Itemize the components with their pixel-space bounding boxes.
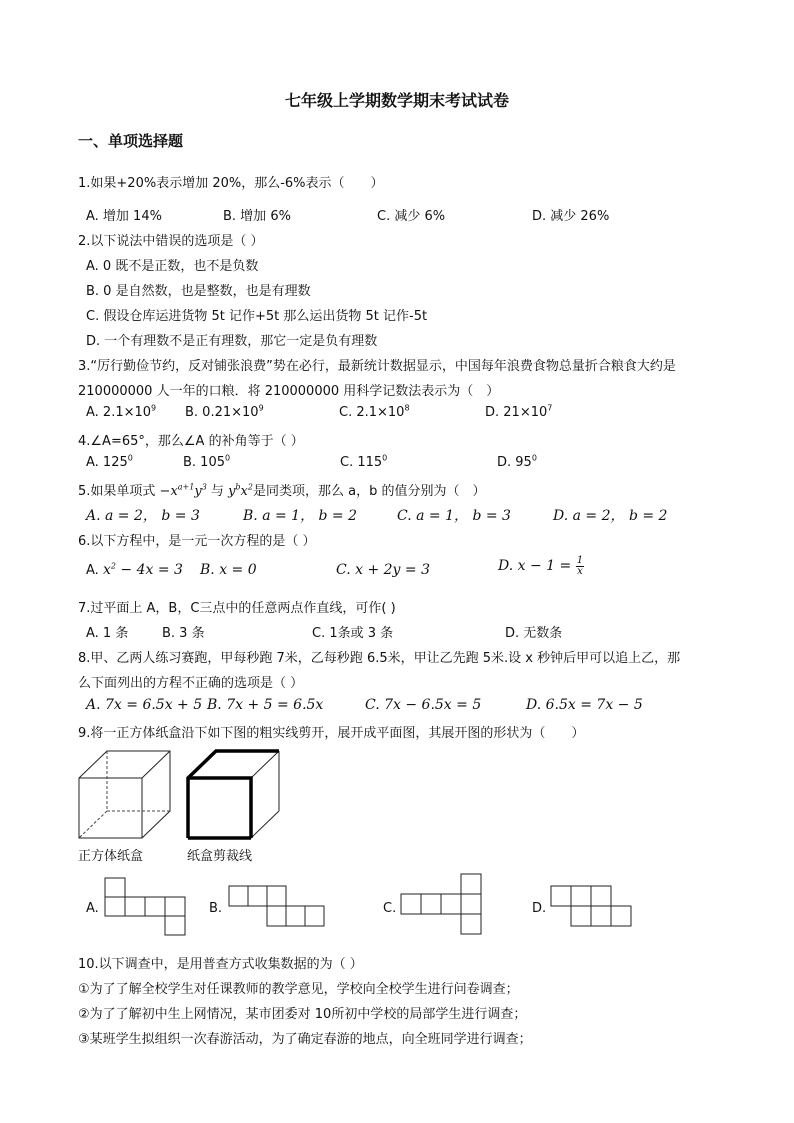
q7-option-d: D. 无数条 [505,626,563,641]
q8-option-d: D. 6.5x = 7x − 5 [526,697,643,713]
q5-option-d: D. a = 2， b = 2 [553,508,668,524]
cube-figure-label: 正方体纸盒 [78,849,144,864]
q4-option-a: A. $125^0$ [86,453,133,470]
q7-option-a: A. 1 条 [86,626,129,641]
question-8-line-2: 么下面列出的方程不正确的选项是（ ） [78,676,304,691]
question-7-stem: 7.过平面上 A，B，C三点中的任意两点作直线，可作( ) [78,601,396,616]
q9-option-c-label: C. [383,901,397,916]
q4-option-d: D. $95^0$ [497,453,537,470]
q6-option-a: A. $x^2 - 4x = 3$ [86,561,183,578]
q4-option-b: B. $105^0$ [183,453,231,470]
q6-option-b: B. x = 0 [200,562,257,578]
question-3-line-2: 210000000 人一年的口粮．将 210000000 用科学记数法表示为（ ） [78,384,500,399]
q1-option-d: D. 减少 26% [532,209,610,224]
question-9-stem: 9.将一正方体纸盒沿下如下图的粗实线剪开，展开成平面图，其展开图的形状为（ ） [78,726,585,741]
question-5-stem: 5.如果单项式 $-x^{a+1}y^3$ 与 $y^bx^2$是同类项，那么 a，b 的值分别为（ ） [78,482,486,499]
q5-option-a: A. a = 2， b = 3 [86,508,200,524]
q5-option-c: C. a = 1， b = 3 [397,508,511,524]
q3-option-b: B. $0.21\times 10^9$ [185,403,264,420]
q6-option-c: C. x + 2y = 3 [336,562,430,578]
q1-option-b: B. 增加 6% [223,209,291,224]
q4-option-c: C. $115^0$ [340,453,388,470]
q10-item-2: ②为了了解初中生上网情况，某市团委对 10所初中学校的局部学生进行调查； [78,1007,527,1022]
question-6-stem: 6.以下方程中，是一元一次方程的是（ ） [78,534,316,549]
section-heading: 一、单项选择题 [78,132,184,150]
q7-option-b: B. 3 条 [162,626,205,641]
page-title: 七年级上学期数学期末考试试卷 [284,91,509,110]
q9-option-a-label: A. [86,901,99,916]
fraction: $\frac{1}{x}$ [576,555,584,577]
question-8-line-1: 8.甲、乙两人练习赛跑，甲每秒跑 7米，乙每秒跑 6.5米，甲让乙先跑 5米.设 x 秒钟后甲可以追上乙，那 [78,651,681,666]
q7-option-c: C. 1条或 3 条 [312,626,394,641]
monomial-2: $y^bx^2$ [228,482,253,499]
q10-item-1: ①为了了解全校学生对任课教师的教学意见，学校向全校学生进行问卷调查； [78,982,519,997]
q9-option-c-net [400,873,485,935]
q10-item-3: ③某班学生拟组织一次春游活动，为了确定春游的地点，向全班同学进行调查； [78,1032,532,1047]
question-1-stem: 1.如果+20%表示增加 20%，那么-6%表示（ ） [78,176,384,191]
q8-option-b: B. 7x + 5 = 6.5x [207,697,324,713]
question-4-stem: 4.∠A=65°，那么∠A 的补角等于（ ） [78,434,304,449]
q9-option-d-net [550,885,632,930]
q9-option-d-label: D. [532,901,547,916]
q3-option-d: D. $21\times 10^7$ [485,403,553,420]
q1-option-c: C. 减少 6% [377,209,446,224]
monomial-1: $-x^{a+1}y^3$ [159,482,207,499]
q1-option-a: A. 增加 14% [86,209,162,224]
q8-option-c: C. 7x − 6.5x = 5 [365,697,482,713]
q3-option-c: C. $2.1\times 10^8$ [339,403,410,420]
question-10-stem: 10.以下调查中，是用普查方式收集数据的为（ ） [78,957,363,972]
q2-option-b: B. 0 是自然数，也是整数，也是有理数 [86,284,311,299]
q2-option-d: D. 一个有理数不是正有理数，那它一定是负有理数 [86,334,378,349]
q3-option-a: A. $2.1\times 10^9$ [86,403,157,420]
q9-option-a-net [104,877,186,937]
q5-option-b: B. a = 1， b = 2 [243,508,358,524]
question-2-stem: 2.以下说法中错误的选项是（ ） [78,234,264,249]
cut-lines-figure-label: 纸盒剪裁线 [187,849,253,864]
q9-option-b-label: B. [209,901,223,916]
cube-cut-lines-figure [185,748,285,843]
q2-option-a: A. 0 既不是正数，也不是负数 [86,259,259,274]
q6-option-d: D. x − 1 = $\frac{1}{x}$ [498,555,584,577]
q8-option-a: A. 7x = 6.5x + 5 [86,697,203,713]
q9-option-b-net [228,885,328,930]
q2-option-c: C. 假设仓库运进货物 5t 记作+5t 那么运出货物 5t 记作-5t [86,309,428,324]
question-3-line-1: 3.“厉行勤俭节约，反对铺张浪费”势在必行，最新统计数据显示，中国每年浪费食物总量折合粮食大约是 [78,359,676,374]
cube-figure [76,748,176,843]
